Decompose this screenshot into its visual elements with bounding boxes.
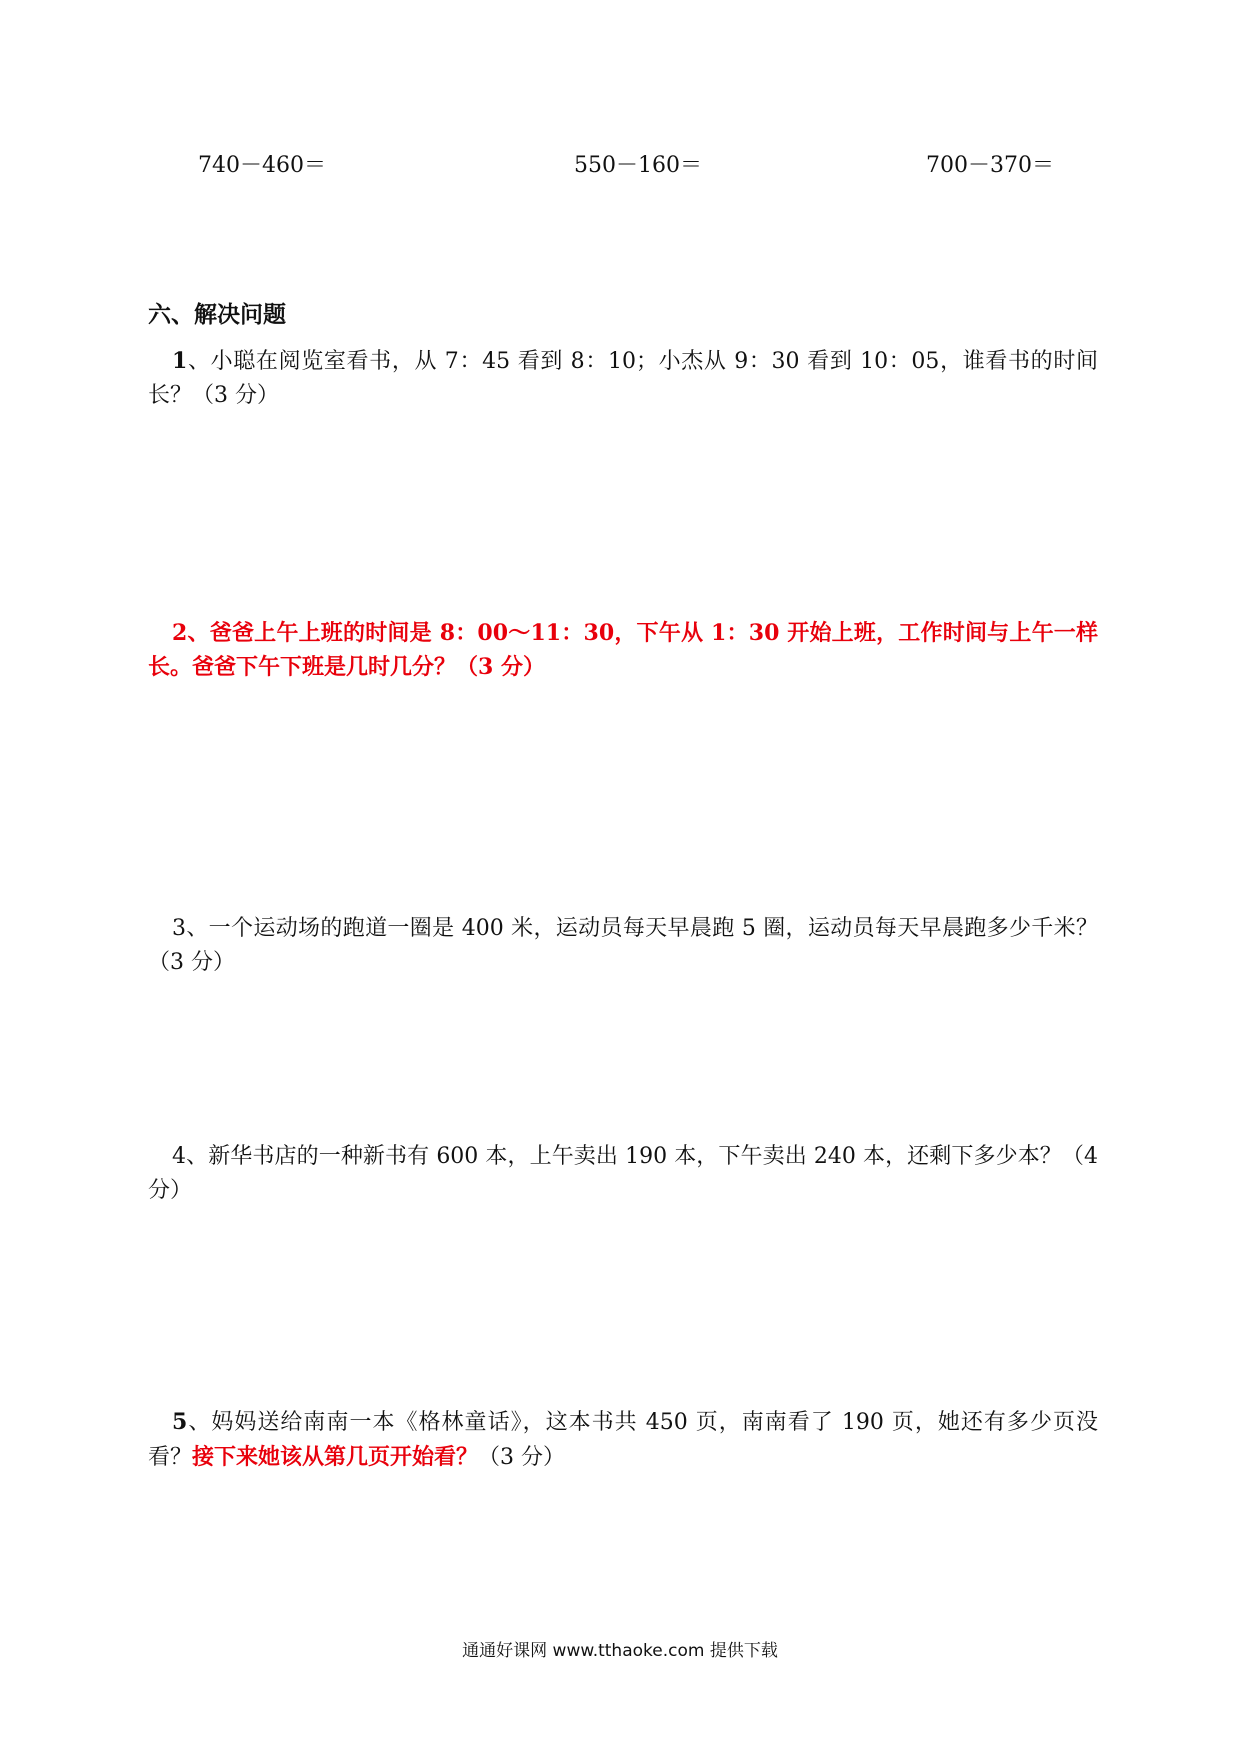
problem-1-number: 1 — [172, 348, 188, 374]
calculation-3: 700－370＝ — [926, 153, 1054, 178]
problem-3-number: 3 — [172, 916, 186, 941]
problem-3-text: 、一个运动场的跑道一圈是 400 米，运动员每天早晨跑 5 圈，运动员每天早晨跑多少千米？（3 分） — [148, 916, 1098, 975]
problem-1-text: 、小聪在阅览室看书，从 7：45 看到 8：10；小杰从 9：30 看到 10：05，谁看书的时间长？（3 分） — [148, 349, 1098, 408]
problem-1 — [148, 344, 1098, 413]
problem-5-number: 5 — [172, 1409, 188, 1435]
problem-4-number: 4 — [172, 1144, 186, 1169]
problem-5-text-part1: 、妈妈送给南南一本《格林童话》，这本书共 450 页，南南看了 190 页，她还有多少页没看？ — [148, 1410, 1098, 1470]
section-title: 六、解决问题 — [148, 301, 286, 328]
calculation-2: 550－160＝ — [574, 153, 702, 178]
problem-3 — [148, 912, 1098, 980]
problem-2-text: 、爸爸上午上班的时间是 8：00～11：30，下午从 1：30 开始上班，工作时间与上午一样长。爸爸下午下班是几时几分？（3 分） — [148, 620, 1098, 680]
problem-4-text: 、新华书店的一种新书有 600 本，上午卖出 190 本，下午卖出 240 本，还剩下多少本？（4 分） — [148, 1144, 1098, 1203]
problem-5 — [148, 1405, 1098, 1475]
problem-2 — [148, 616, 1098, 684]
footer-credit: 通通好课网 www.tthaoke.com 提供下载 — [462, 1641, 778, 1661]
calculation-row — [0, 148, 1240, 188]
calculation-1: 740－460＝ — [198, 153, 326, 178]
problem-2-number: 2 — [172, 620, 188, 646]
problem-5-highlight: 接下来她该从第几页开始看？ — [192, 1444, 479, 1470]
problem-4 — [148, 1140, 1098, 1208]
problem-5-text-part2: （3 分） — [478, 1445, 566, 1470]
